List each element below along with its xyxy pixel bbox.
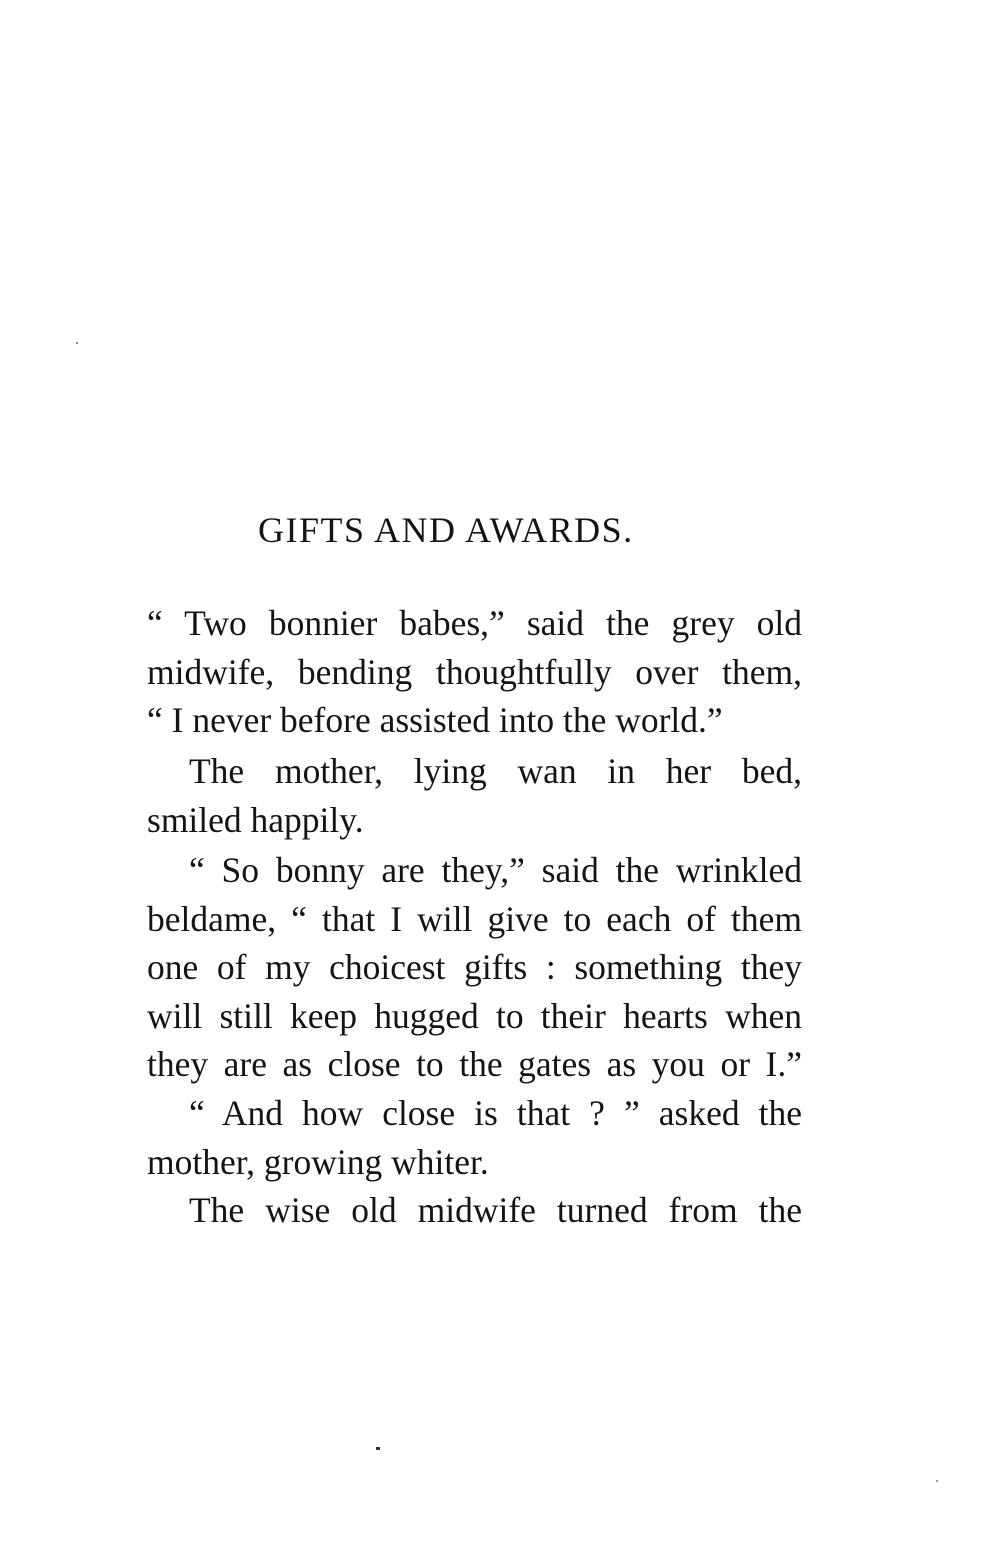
text-line: will still keep hugged to their hearts when bbox=[147, 995, 802, 1036]
text-line: beldame, “ that I will give to each of them bbox=[147, 898, 802, 939]
text-line: “ I never before assisted into the world.” bbox=[147, 700, 723, 740]
text-line: one of my choicest gifts : something they bbox=[147, 947, 802, 987]
text-line: The mother, lying wan in her bed, bbox=[189, 751, 802, 791]
scan-speck bbox=[936, 1480, 938, 1482]
scan-speck bbox=[376, 1447, 380, 1450]
text-line: midwife, bending thoughtfully over them, bbox=[147, 651, 802, 692]
paragraph-5 bbox=[147, 1186, 802, 1235]
text-line: “ So bonny are they,” said the wrinkled bbox=[189, 850, 802, 890]
paragraph-4 bbox=[147, 1089, 802, 1186]
text-line: mother, growing whiter. bbox=[147, 1141, 489, 1182]
text-line: they are as close to the gates as you or I.” bbox=[147, 1044, 802, 1084]
scan-speck bbox=[76, 342, 78, 344]
text-line: “ And how close is that ? ” asked the bbox=[189, 1093, 802, 1133]
paragraph-1 bbox=[147, 599, 802, 745]
paragraph-3 bbox=[147, 846, 802, 1089]
chapter-title: GIFTS AND AWARDS. bbox=[258, 510, 634, 550]
text-line: The wise old midwife turned from the bbox=[189, 1190, 802, 1230]
paragraph-2 bbox=[147, 747, 802, 844]
text-line: “ Two bonnier babes,” said the grey old bbox=[147, 603, 802, 643]
text-line: smiled happily. bbox=[147, 799, 364, 840]
